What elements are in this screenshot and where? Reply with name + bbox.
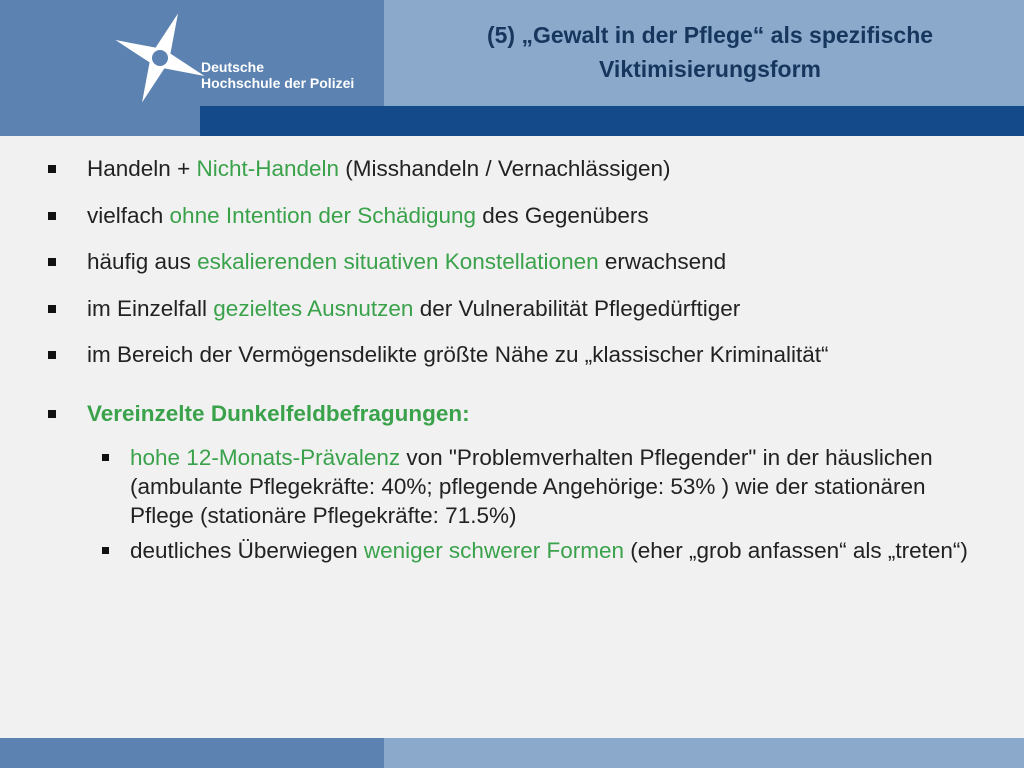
bullet-text: im Bereich der Vermögensdelikte größte Nähe zu „klassischer Kriminalität“ — [87, 342, 829, 367]
highlight-text: weniger schwerer Formen — [363, 537, 624, 563]
highlight-text: eskalierenden situativen Konstellationen — [197, 249, 599, 274]
bullet-text: Handeln + Nicht-Handeln (Misshandeln / Vernachlässigen) — [87, 156, 671, 181]
square-bullet-icon — [48, 410, 56, 418]
section-heading: Vereinzelte Dunkelfeldbefragungen: — [87, 401, 470, 426]
sub-bullet-text: hohe 12-Monats-Prävalenz von "Problemverhalten Pflegender" in der häuslichen (ambulante Pflegekräfte: 40%; pflegende Angehörige: 53% ) wie der stationären Pflege (stationäre Pflegekräfte: 71.5%) — [130, 444, 933, 528]
list-item — [46, 247, 986, 276]
bullet-text: häufig aus eskalierenden situativen Konstellationen erwachsend — [87, 249, 727, 274]
list-item — [46, 154, 986, 183]
section-heading-item — [46, 399, 986, 428]
list-item — [46, 294, 986, 323]
bullet-text: im Einzelfall gezieltes Ausnutzen der Vulnerabilität Pflegedürftiger — [87, 295, 741, 321]
logo-text — [201, 59, 354, 91]
square-bullet-icon — [102, 547, 109, 554]
square-bullet-icon — [48, 212, 56, 220]
highlight-text: Nicht-Handeln — [196, 156, 340, 181]
header-accent-band — [200, 106, 1024, 136]
star-logo-icon — [112, 10, 208, 106]
sub-bullet-text: deutliches Überwiegen weniger schwerer Formen (eher „grob anfassen“ als „treten“) — [130, 537, 968, 563]
title-line-2: Viktimisierungsform — [599, 56, 821, 82]
square-bullet-icon — [102, 454, 109, 461]
slide-content — [46, 154, 986, 571]
bullet-text: vielfach ohne Intention der Schädigung des Gegenübers — [87, 202, 649, 228]
list-item — [46, 201, 986, 230]
footer-right-bar — [384, 738, 1024, 768]
footer-left-bar — [0, 738, 384, 768]
square-bullet-icon — [48, 351, 56, 359]
highlight-text: ohne Intention der Schädigung — [169, 202, 477, 228]
square-bullet-icon — [48, 165, 56, 173]
square-bullet-icon — [48, 305, 56, 313]
highlight-text: gezieltes Ausnutzen — [213, 295, 414, 321]
logo-line-2: Hochschule der Polizei — [201, 75, 355, 91]
logo-line-1: Deutsche — [201, 59, 265, 75]
sub-list-item — [102, 443, 986, 530]
list-item — [46, 340, 986, 369]
square-bullet-icon — [48, 258, 56, 266]
sub-list-item — [102, 536, 986, 565]
sub-list — [102, 443, 986, 565]
title-line-1: (5) „Gewalt in der Pflege“ als spezifische — [486, 22, 934, 48]
highlight-text: hohe 12-Monats-Prävalenz — [130, 444, 401, 470]
page-title — [400, 18, 1020, 86]
